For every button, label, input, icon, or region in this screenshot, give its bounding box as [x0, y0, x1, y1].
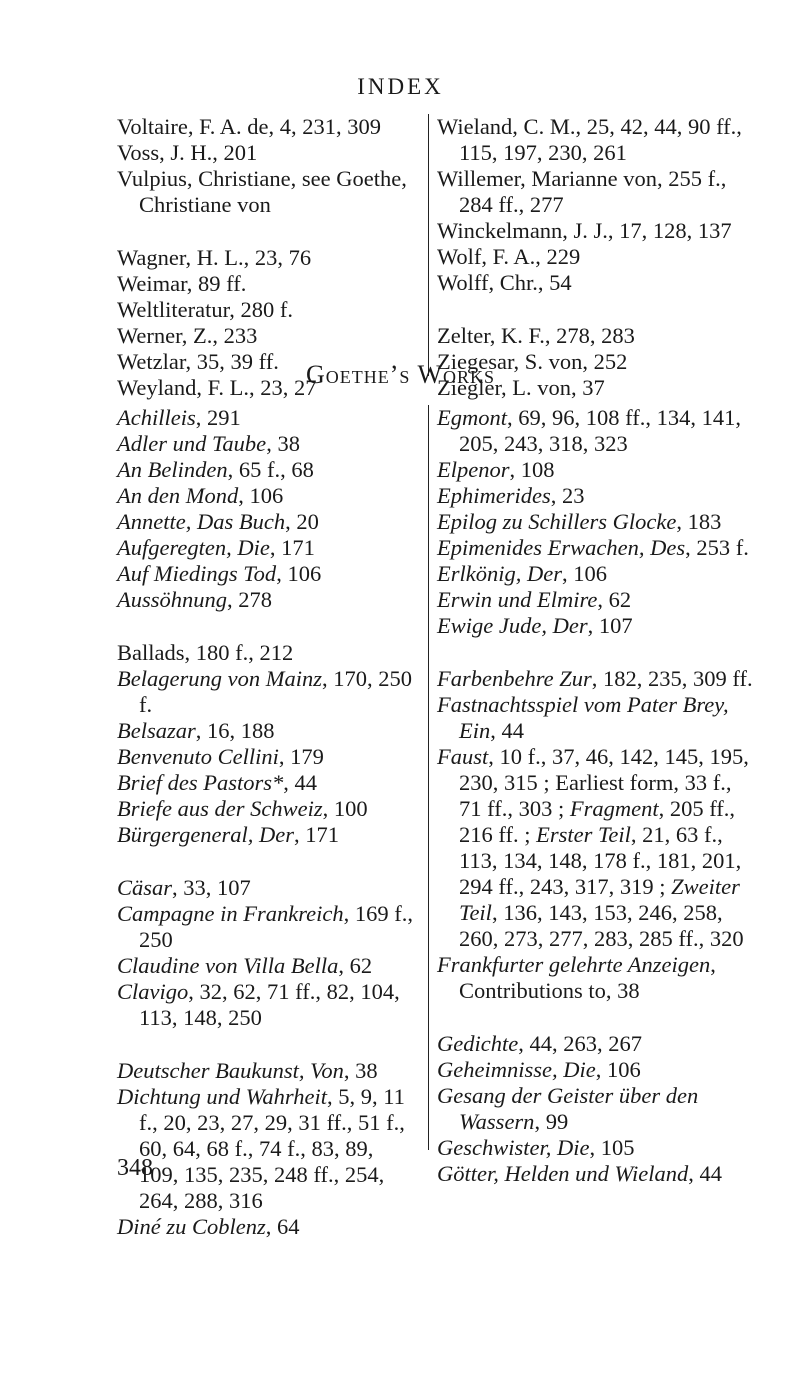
page-references: , 44: [490, 718, 524, 743]
work-entry: [117, 875, 417, 901]
page-references: , 183: [676, 509, 722, 534]
works-column-left: [117, 405, 417, 1240]
page-references: , 171: [269, 535, 315, 560]
index-entry: Wolff, Chr., 54: [437, 270, 572, 295]
index-entry: Wolf, F. A., 229: [437, 244, 581, 269]
page-references: , 179: [278, 744, 324, 769]
page-references: , 21, 63 f., 113, 134, 148, 178 f., 181, 201, 294 ff., 243, 317, 319 ;: [459, 822, 742, 899]
page-references: , 16, 188: [195, 718, 275, 743]
page-references: , 105: [589, 1135, 635, 1160]
page-references: , 20: [285, 509, 319, 534]
work-title: Elpenor: [437, 457, 510, 482]
page-references: , 38: [343, 1058, 378, 1083]
work-title: Claudine von Villa Bella: [117, 953, 339, 978]
work-entry: [117, 587, 417, 613]
entry-gap: [437, 1004, 757, 1031]
page-references: , 106: [238, 483, 284, 508]
page-references: , 10 f., 37, 46, 142, 145, 195, 230, 315 ; Earliest form, 33 f., 71 ff., 303 ;: [459, 744, 749, 821]
work-entry: [117, 1058, 417, 1084]
work-title: Ewige Jude, Der: [437, 613, 588, 638]
work-title: Dichtung und Wahrheit: [117, 1084, 328, 1109]
page-references: , 62: [597, 587, 632, 612]
page-references: , 106: [276, 561, 322, 586]
index-column-right: [428, 114, 757, 400]
work-entry: [117, 431, 417, 457]
work-title: Erwin und Elmire: [437, 587, 598, 612]
page-references: , 107: [587, 613, 633, 638]
work-entry: [437, 666, 757, 692]
work-title: Briefe aus der Schweiz: [117, 796, 323, 821]
work-entry: [437, 587, 757, 613]
work-entry: [117, 535, 417, 561]
page-references: , 278: [227, 587, 273, 612]
work-title: Annette, Das Buch: [117, 509, 286, 534]
page-references: , 291: [195, 405, 241, 430]
page-references: , 69, 96, 108 ff., 134, 141, 205, 243, 318, 323: [459, 405, 741, 456]
entry-gap: [117, 848, 417, 875]
work-entry: [437, 1161, 757, 1187]
page-references: , 33, 107: [172, 875, 251, 900]
work-title: Götter, Helden und Wieland: [437, 1161, 689, 1186]
index-entry: Willemer, Marianne von, 255 f., 284 ff., 277: [437, 166, 727, 217]
work-title: Bürgergeneral, Der: [117, 822, 295, 847]
page-references: , 253 f.: [685, 535, 749, 560]
work-entry: [117, 979, 417, 1031]
page-references: , 44: [283, 770, 317, 795]
work-title: An Belinden: [117, 457, 228, 482]
work-entry: [437, 405, 757, 457]
page-references: , 23: [550, 483, 585, 508]
entry-gap: [117, 613, 417, 640]
work-title: Ephimerides: [437, 483, 551, 508]
work-title: Gesang der Geister über den Wassern: [437, 1083, 699, 1134]
work-title: Farbenbehre Zur: [437, 666, 592, 691]
work-entry: [117, 1084, 417, 1214]
work-entry: [437, 483, 757, 509]
work-entry: [117, 640, 417, 666]
work-entry: [117, 666, 417, 718]
work-entry: [117, 796, 417, 822]
work-entry: [117, 901, 417, 953]
work-entry: [437, 952, 757, 1004]
work-title: Achilleis: [117, 405, 196, 430]
work-entry: [117, 457, 417, 483]
index-entry: Vulpius, Christiane, see Goethe, Christiane von: [117, 166, 407, 217]
work-entry: [117, 718, 417, 744]
work-entry: [437, 744, 757, 952]
work-entry: [437, 509, 757, 535]
work-entry: [117, 770, 417, 796]
work-entry: [437, 457, 757, 483]
page-references: , 171: [294, 822, 340, 847]
work-entry: [437, 535, 757, 561]
work-entry: [117, 405, 417, 431]
work-title: Epimenides Erwachen, Des: [437, 535, 686, 560]
work-title: Cäsar: [117, 875, 173, 900]
page-references: , 182, 235, 309 ff.: [591, 666, 753, 691]
work-title: Gedichte: [437, 1031, 519, 1056]
index-entry: Voss, J. H., 201: [117, 140, 258, 165]
work-title: Adler und Taube: [117, 431, 267, 456]
entry-gap: [117, 218, 417, 245]
work-title: Geschwister, Die: [437, 1135, 590, 1160]
work-title: Fastnachtsspiel vom Pater Brey, Ein: [437, 692, 729, 743]
page-references: , Contributions to, 38: [459, 952, 716, 1003]
work-entry: [437, 1031, 757, 1057]
index-entry: Weimar, 89 ff.: [117, 271, 247, 296]
index-entry: Wieland, C. M., 25, 42, 44, 90 ff., 115, 197, 230, 261: [437, 114, 742, 165]
page-references: , 100: [322, 796, 368, 821]
work-entry: [117, 1214, 417, 1240]
page-references: , 44: [688, 1161, 722, 1186]
work-entry: [437, 1083, 757, 1135]
index-entry: Winckelmann, J. J., 17, 128, 137: [437, 218, 732, 243]
work-title: Campagne in Frankreich: [117, 901, 344, 926]
work-title: Auf Miedings Tod: [117, 561, 277, 586]
work-entry: [117, 822, 417, 848]
page-references: , 65 f., 68: [227, 457, 314, 482]
entry-gap: [437, 639, 757, 666]
running-header: INDEX: [357, 74, 444, 99]
page-references: , 62: [338, 953, 373, 978]
index-entry: Ziegesar, S. von, 252: [437, 349, 628, 374]
work-title: Egmont: [437, 405, 507, 430]
work-title: Erster Teil: [536, 822, 631, 847]
index-entry: Voltaire, F. A. de, 4, 231, 309: [117, 114, 382, 139]
index-column-left: [117, 114, 417, 401]
page-references: , 136, 143, 153, 246, 258, 260, 273, 277, 283, 285 ff., 320: [459, 900, 744, 951]
index-entry: Ziegler, L. von, 37: [437, 375, 605, 400]
entry-gap: [437, 296, 757, 323]
page-references: , 169 f., 250: [139, 901, 414, 952]
work-title: Diné zu Coblenz: [117, 1214, 266, 1239]
work-entry: [437, 1135, 757, 1161]
work-title: Erlkönig, Der: [437, 561, 562, 586]
index-entry: Weltliteratur, 280 f.: [117, 297, 293, 322]
index-entry: Wagner, H. L., 23, 76: [117, 245, 312, 270]
work-title: Belsazar: [117, 718, 196, 743]
work-entry: [117, 561, 417, 587]
work-entry: [117, 483, 417, 509]
index-entry: Weyland, F. L., 23, 27: [117, 375, 317, 400]
page-references: , 108: [509, 457, 555, 482]
page-references: , 5, 9, 11 f., 20, 23, 27, 29, 31 ff., 51 f., 60, 64, 68 f., 74 f., 83, 89, 109, 135, 235, 248 ff., 254, 264, 288, 316: [139, 1084, 405, 1213]
work-title: Frankfurter gelehrte Anzeigen: [437, 952, 711, 977]
page-references: , 64: [265, 1214, 300, 1239]
work-title: Benvenuto Cellini: [117, 744, 279, 769]
page-references: , 205 ff., 216 ff. ;: [459, 796, 736, 847]
work-title: Epilog zu Schillers Glocke: [437, 509, 677, 534]
work-entry: [117, 744, 417, 770]
index-entry: Zelter, K. F., 278, 283: [437, 323, 635, 348]
work-title: Belagerung von Mainz: [117, 666, 322, 691]
work-entry: [437, 613, 757, 639]
work-title: An den Mond: [117, 483, 239, 508]
work-title: Aussöhnung: [117, 587, 228, 612]
work-entry: [117, 509, 417, 535]
work-entry: [437, 1057, 757, 1083]
work-title: Fragment: [569, 796, 659, 821]
page-references: , 32, 62, 71 ff., 82, 104, 113, 148, 250: [139, 979, 400, 1030]
work-entry: [117, 953, 417, 979]
work-entry: [437, 692, 757, 744]
work-title: Zweiter Teil: [459, 874, 740, 925]
entry-gap: [117, 1031, 417, 1058]
work-title: Geheimnisse, Die: [437, 1057, 596, 1082]
work-title: Brief des Pastors*: [117, 770, 284, 795]
page-number: 348: [117, 1155, 153, 1181]
index-entry: Wetzlar, 35, 39 ff.: [117, 349, 279, 374]
page-references: , 170, 250 f.: [139, 666, 412, 717]
works-column-right: [428, 405, 757, 1186]
page-references: Ballads, 180 f., 212: [117, 640, 294, 665]
page-references: , 106: [561, 561, 607, 586]
page-references: , 44, 263, 267: [518, 1031, 642, 1056]
index-entry: Werner, Z., 233: [117, 323, 258, 348]
work-title: Faust: [437, 744, 489, 769]
page-references: , 99: [534, 1109, 569, 1134]
work-entry: [437, 561, 757, 587]
page-references: , 106: [595, 1057, 641, 1082]
work-title: Aufgeregten, Die: [117, 535, 270, 560]
section-title: Goethe’s Works: [305, 360, 495, 389]
page-references: , 38: [266, 431, 300, 456]
work-title: Clavigo: [117, 979, 189, 1004]
work-title: Deutscher Baukunst, Von: [117, 1058, 344, 1083]
